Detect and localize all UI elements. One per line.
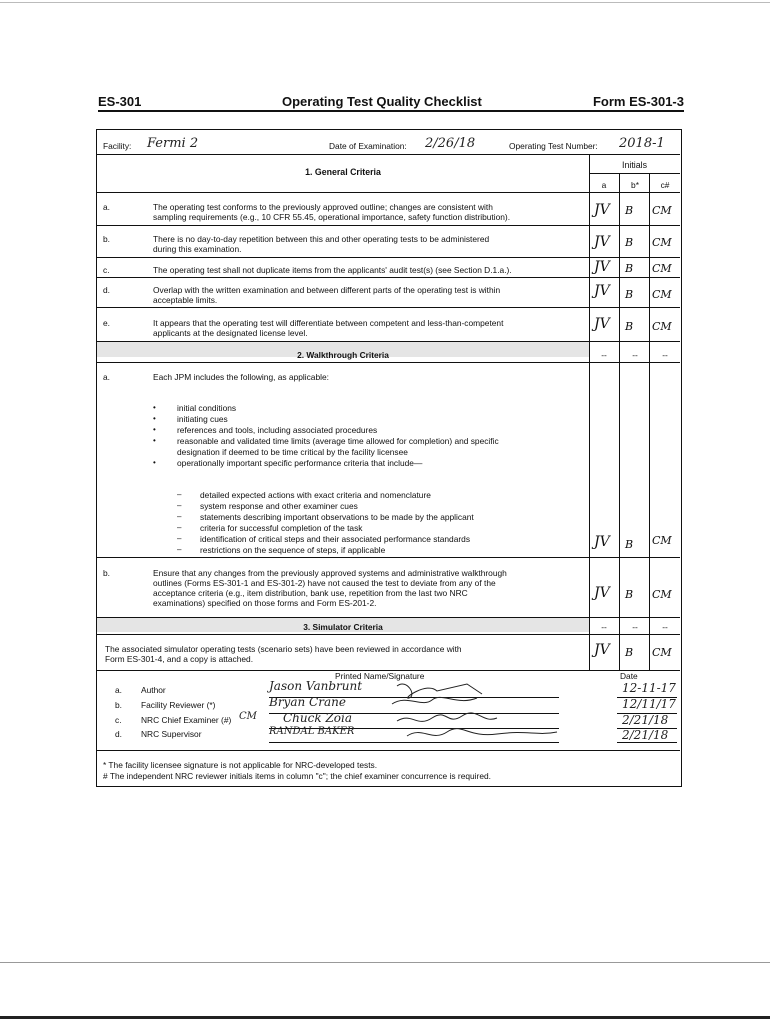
test-number-value: 2018-1: [619, 136, 665, 151]
initial-b-1b: B: [625, 236, 634, 249]
facility-label: Facility:: [103, 141, 132, 151]
section3-title: 3. Simulator Criteria: [303, 622, 383, 632]
author-signature: Jason Vanbrunt: [269, 679, 363, 693]
initial-b-1a: B: [625, 204, 634, 217]
date-value: 2/26/18: [425, 136, 476, 151]
scan-edge-lower: [0, 962, 770, 963]
facility-reviewer-signature: Bryan Crane: [269, 695, 346, 709]
form-number: Form ES-301-3: [592, 94, 684, 109]
initial-c-2a: CM: [652, 534, 672, 547]
facility-value: Fermi 2: [147, 136, 199, 151]
initial-a-1a: JV: [594, 202, 610, 218]
section1-title: 1. General Criteria: [305, 167, 381, 177]
initial-b-1e: B: [625, 320, 634, 333]
initial-b-2a: B: [625, 538, 634, 551]
initial-c-1c: CM: [652, 262, 672, 275]
facility-reviewer-date: 12/11/17: [622, 697, 676, 711]
col-c-header: c#: [660, 180, 670, 190]
nrc-supervisor-date: 2/21/18: [622, 728, 669, 742]
initial-c-1b: CM: [652, 236, 672, 249]
col-b-header: b*: [631, 180, 639, 190]
nrc-supervisor-signature: RANDAL BAKER: [269, 726, 355, 737]
initial-c-1e: CM: [652, 320, 672, 333]
date-header: Date: [620, 671, 638, 681]
initial-a-1b: JV: [594, 234, 610, 250]
initial-c-1d: CM: [652, 288, 672, 301]
initial-c-3: CM: [652, 646, 672, 659]
chief-examiner-signature: Chuck Zoia: [283, 711, 352, 725]
page-header: [98, 92, 684, 112]
initial-c-2b: CM: [652, 588, 672, 601]
initial-a-1e: JV: [594, 316, 610, 332]
initial-b-3: B: [625, 646, 634, 659]
initial-a-2a: JV: [594, 534, 610, 550]
checklist-frame: Facility: Fermi 2 Date of Examination: 2/26/18 Operating Test Number: 2018-1 Initials a b* c# 1. General Criteria a. The operating test conforms to the previously approved outline; changes are consistent with sampling requirements (e.g., 10 CFR 55.45, operational importance, safety function distribution). JV B CM b. There is no day-to-day repetition between this and other operating tests to be administered during this examination. JV B CM c. The operating test shall not duplicate items from the applicants' audit test(s) (see Section D.1.a.). JV B CM d. Overlap with the written examination and between different parts of the operating test is within acceptable limits. JV B CM e. It appears that the operating test will differentiate between competent and less-than-competent applicants at the designated license level. JV B CM 2. Walkthrough Criteria -- -- -- a. Each JPM includes the following, as applicable: • initial conditions • initiating cues • references and tools, including associated procedures • reasonable and validated time limits (average time allowed for completion) and specific designation if deemed to be time critical by the facility licensee • operationally important specific performance criteria that include— – detailed expected actions with exact criteria and nomenclature – system response and other examiner cues – statements describing important observations to be made by the applicant – criteria for successful completion of the task – identification of critical steps and their associated performance standards – restrictions on the sequence of steps, if applicable JV B CM b. Ensure that any changes from the previously approved systems and administrative walkthrough outlines (Forms ES-301-1 and ES-301-2) have not caused the test to deviate from any of the acceptance criteria (e.g., item distribution, bank use, repetition from the last two NRC examinations) specified on those forms and Form ES-201-2. JV B CM 3. Simulator Criteria -- -- -- The associated simulator operating tests (scenario sets) have been reviewed in accordance with Form ES-301-4, and a copy is attached. JV B CM Printed Name/Signature Date a. Author Jason Vanbrunt 12-11-17 b. Facility Reviewer (*) Bryan Crane 12/11/17 c. NRC Chief Examiner (#) CM Chuck Zoia 2/21/18 d. NRC Supervisor RANDAL BAKER 2/21/18 * The facility licensee signature is not applicable for NRC-developed tests. # The independent NRC reviewer initials items in column "c"; the chief examiner concurrence is required.: [96, 129, 682, 787]
page-title: Operating Test Quality Checklist: [282, 94, 482, 109]
chief-examiner-date: 2/21/18: [622, 713, 669, 727]
header-rule: [98, 110, 684, 112]
date-label: Date of Examination:: [329, 141, 407, 151]
col-a-header: a: [601, 180, 607, 190]
author-date: 12-11-17: [622, 681, 676, 695]
initial-b-1d: B: [625, 288, 634, 301]
printed-name-header: Printed Name/Signature: [335, 671, 425, 681]
initial-a-1c: JV: [594, 259, 610, 275]
footnote-hash: # The independent NRC reviewer initials items in column "c"; the chief examiner concurrence is required.: [103, 771, 491, 781]
scan-edge-bottom: [0, 1016, 770, 1019]
initial-b-1c: B: [625, 262, 634, 275]
footnote-star: * The facility licensee signature is not applicable for NRC-developed tests.: [103, 760, 378, 770]
chief-examiner-initials: CM: [239, 711, 257, 722]
scan-edge-top: [0, 2, 770, 3]
signature-scribbles: [387, 676, 587, 746]
section2-title: 2. Walkthrough Criteria: [297, 350, 389, 360]
initials-header: Initials: [622, 160, 647, 170]
initial-b-2b: B: [625, 588, 634, 601]
header-left: ES-301: [98, 94, 142, 109]
initial-a-1d: JV: [594, 283, 610, 299]
initial-a-3: JV: [594, 642, 610, 658]
test-number-label: Operating Test Number:: [509, 141, 598, 151]
initial-a-2b: JV: [594, 585, 610, 601]
initial-c-1a: CM: [652, 204, 672, 217]
